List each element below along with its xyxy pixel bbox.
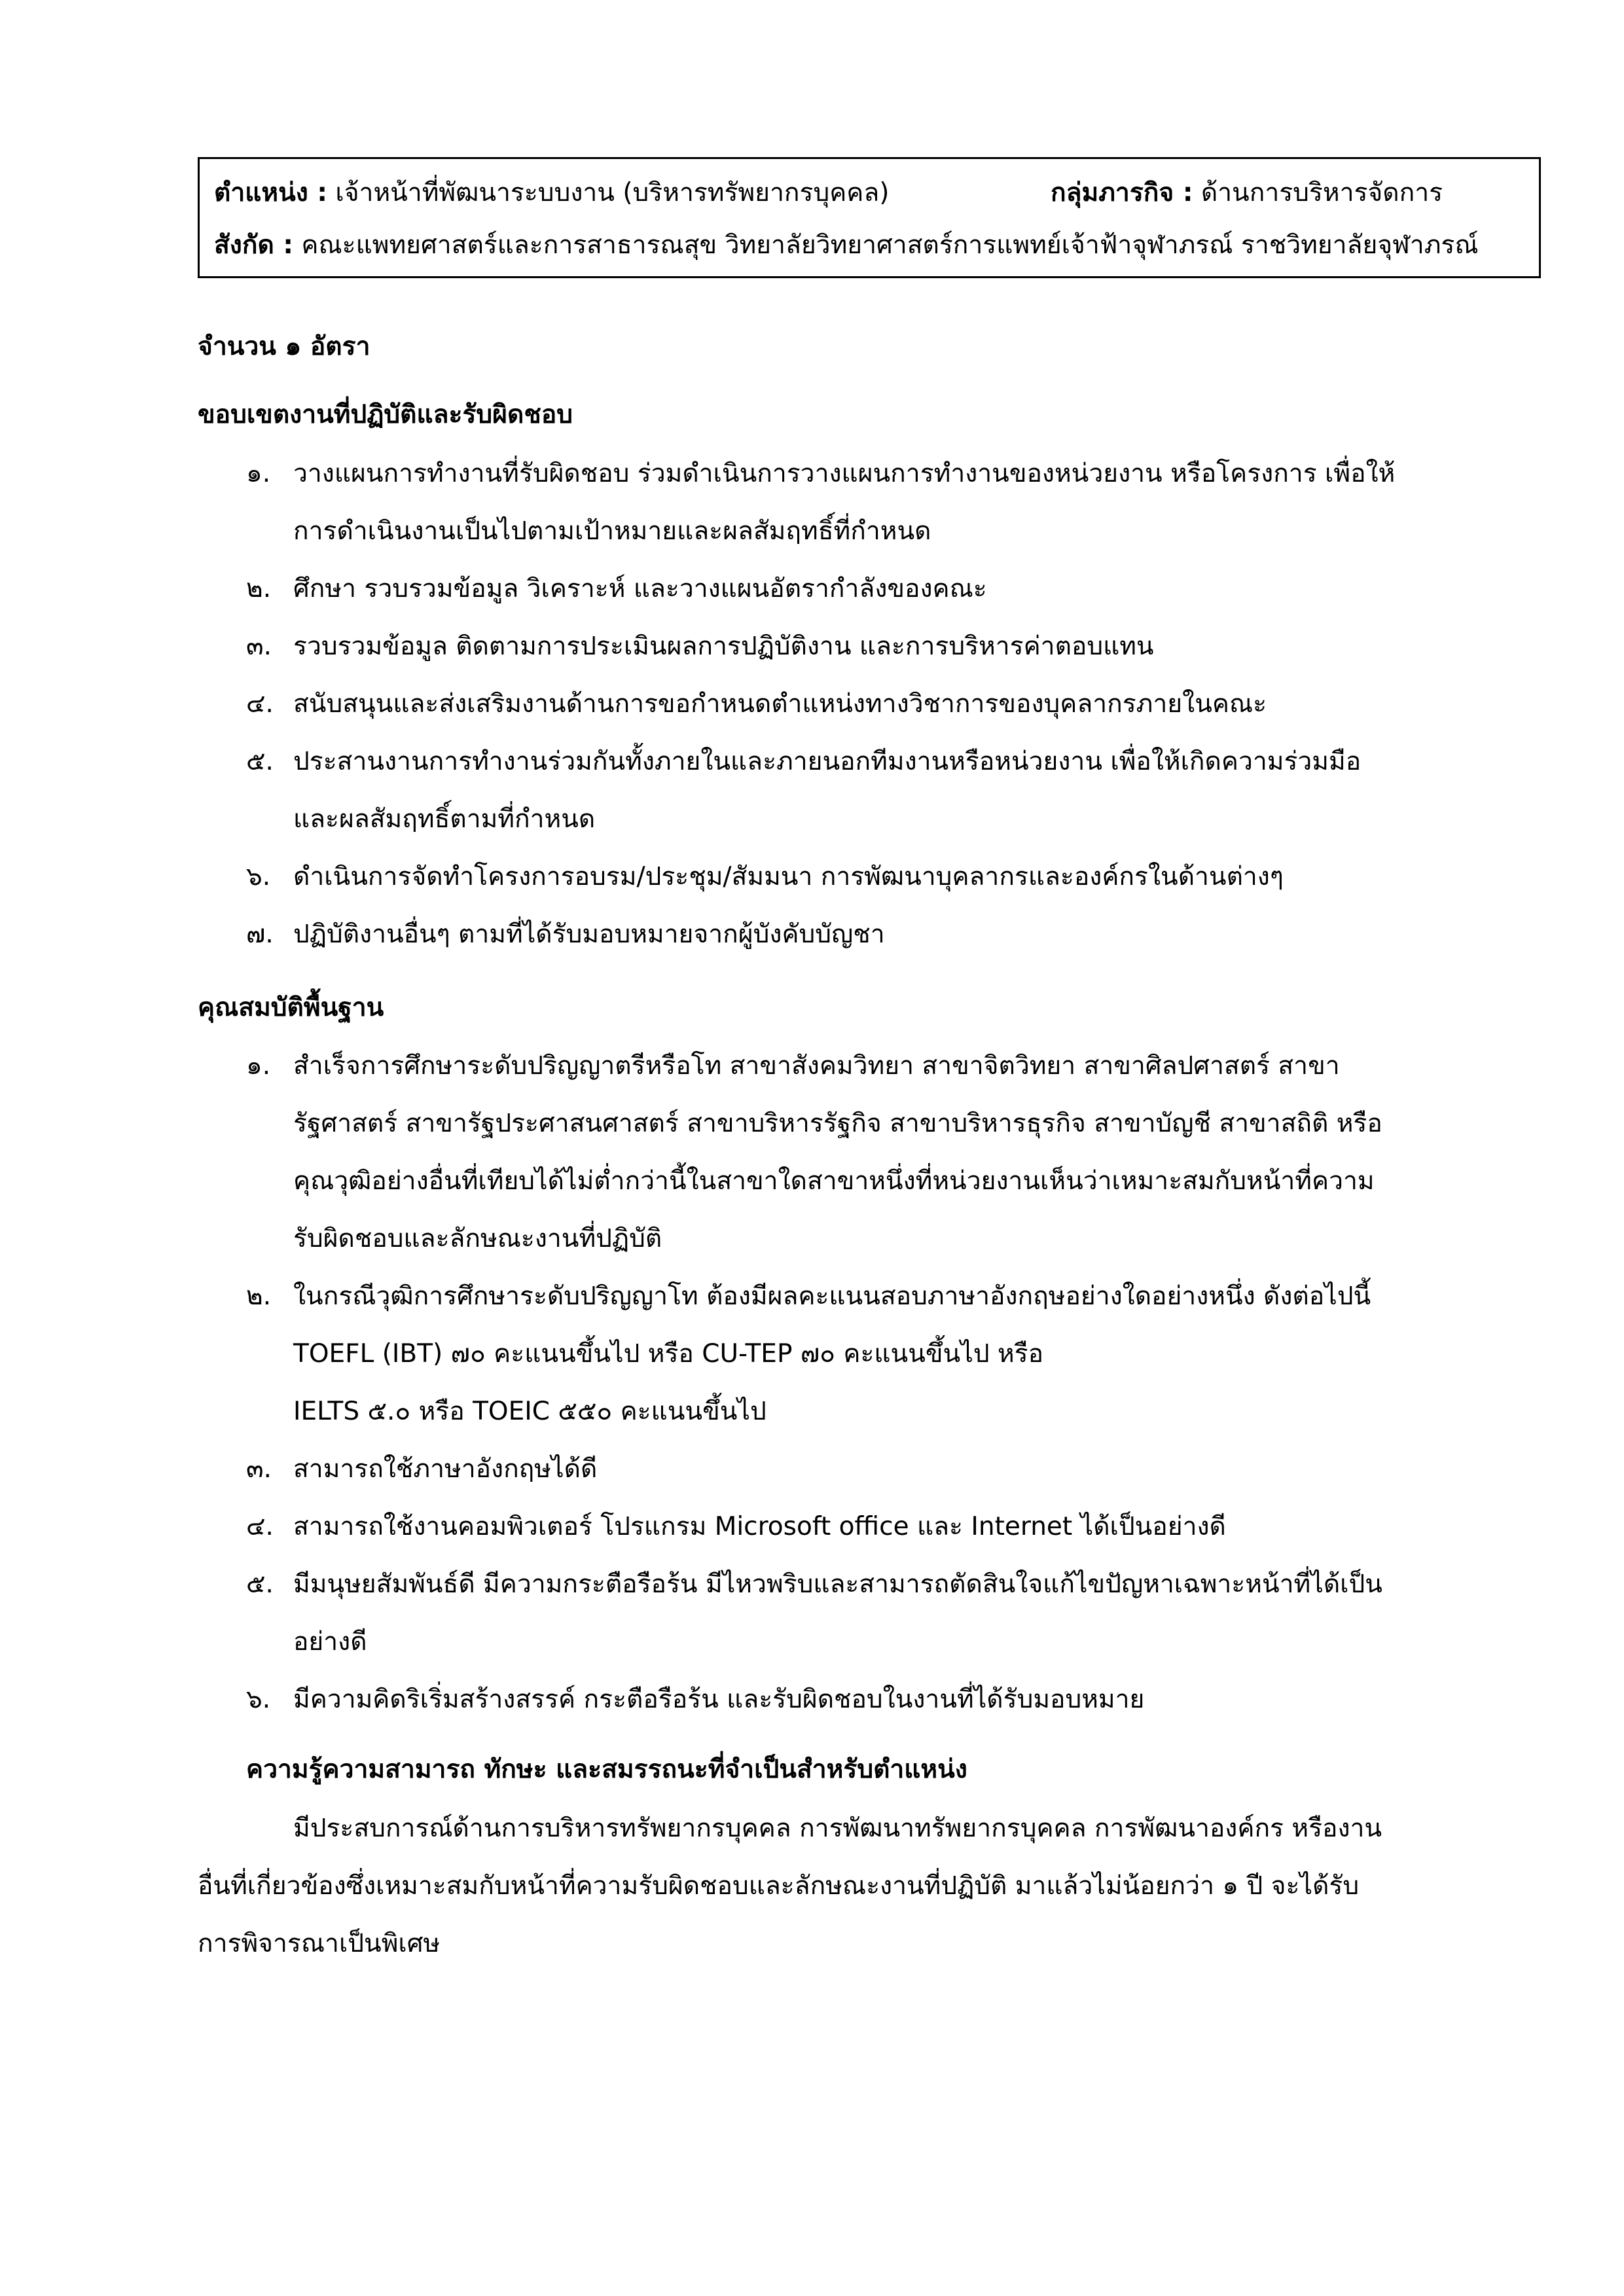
scope-item-number: ๔. (246, 689, 274, 719)
scope-item-number: ๑. (246, 459, 271, 488)
qualification-item-number: ๔. (246, 1512, 274, 1541)
qualification-item-text-line: TOEFL (IBT) ๗๐ คะแนนขึ้นไป หรือ CU-TEP ๗๐ คะแนนขึ้นไป หรือ (293, 1339, 1044, 1369)
qualification-item-text-line: ในกรณีวุฒิการศึกษาระดับปริญญาโท ต้องมีผลคะแนนสอบภาษาอังกฤษอย่างใดอย่างหนึ่ง ดังต่อไปนี้ (293, 1282, 1371, 1311)
scope-item-text-line: วางแผนการทำงานที่รับผิดชอบ ร่วมดำเนินการวางแผนการทำงานของหน่วยงาน หรือโครงการ เพื่อให้ (293, 459, 1396, 488)
group-label: กลุ่มภารกิจ : (1051, 178, 1193, 207)
qualification-item-number: ๑. (246, 1051, 271, 1081)
qualifications-heading: คุณสมบัติพื้นฐาน (198, 993, 384, 1022)
group-row (1051, 164, 1443, 222)
qualification-item-text-line: สามารถใช้งานคอมพิวเตอร์ โปรแกรม Microsoft office และ Internet ได้เป็นอย่างดี (293, 1512, 1226, 1541)
group-value: ด้านการบริหารจัดการ (1200, 178, 1443, 207)
qualification-item-text-line: สามารถใช้ภาษาอังกฤษได้ดี (293, 1454, 598, 1484)
scope-item-number: ๕. (246, 747, 274, 776)
knowledge-line: การพิจารณาเป็นพิเศษ (198, 1929, 441, 1958)
quota-line: จำนวน ๑ อัตรา (198, 332, 370, 361)
scope-item-number: ๒. (246, 574, 272, 603)
affiliation-value: คณะแพทยศาสตร์และการสาธารณสุข วิทยาลัยวิทยาศาสตร์การแพทย์เจ้าฟ้าจุฬาภรณ์ ราชวิทยาลัยจุฬาภรณ์ (301, 230, 1479, 260)
scope-item-text-line: ดำเนินการจัดทำโครงการอบรม/ประชุม/สัมมนา การพัฒนาบุคลากรและองค์กรในด้านต่างๆ (293, 862, 1284, 891)
scope-item-number: ๖. (246, 862, 271, 891)
knowledge-line: อื่นที่เกี่ยวข้องซึ่งเหมาะสมกับหน้าที่ความรับผิดชอบและลักษณะงานที่ปฏิบัติ มาแล้วไม่น้อยกว่า ๑ ปี จะได้รับ (198, 1871, 1360, 1901)
scope-item-text-line: สนับสนุนและส่งเสริมงานด้านการขอกำหนดตำแหน่งทางวิชาการของบุคลากรภายในคณะ (293, 689, 1267, 719)
position-label: ตำแหน่ง : (214, 178, 327, 207)
position-value: เจ้าหน้าที่พัฒนาระบบงาน (บริหารทรัพยากรบุคคล) (335, 178, 890, 207)
qualification-item-text-line: IELTS ๕.๐ หรือ TOEIC ๕๕๐ คะแนนขึ้นไป (293, 1397, 767, 1426)
qualification-item-text-line: คุณวุฒิอย่างอื่นที่เทียบได้ไม่ต่ำกว่านี้ในสาขาใดสาขาหนึ่งที่หน่วยงานเห็นว่าเหมาะสมกับหน้าที่ความ (293, 1166, 1375, 1196)
scope-heading: ขอบเขตงานที่ปฏิบัติและรับผิดชอบ (198, 400, 573, 429)
affiliation-row (214, 217, 1479, 274)
qualification-item-text-line: อย่างดี (293, 1627, 367, 1657)
knowledge-line: มีประสบการณ์ด้านการบริหารทรัพยากรบุคคล การพัฒนาทรัพยากรบุคคล การพัฒนาองค์กร หรืองาน (293, 1814, 1382, 1843)
position-header-box (198, 157, 1541, 278)
knowledge-heading: ความรู้ความสามารถ ทักษะ และสมรรถนะที่จำเป็นสำหรับตำแหน่ง (246, 1755, 967, 1784)
affiliation-label: สังกัด : (214, 230, 293, 260)
scope-item-text-line: รวบรวมข้อมูล ติดตามการประเมินผลการปฏิบัติงาน และการบริหารค่าตอบแทน (293, 632, 1154, 661)
scope-item-text-line: ประสานงานการทำงานร่วมกันทั้งภายในและภายนอกทีมงานหรือหน่วยงาน เพื่อให้เกิดความร่วมมือ (293, 747, 1362, 776)
qualification-item-number: ๒. (246, 1282, 272, 1311)
qualification-item-text-line: มีมนุษยสัมพันธ์ดี มีความกระตือรือร้น มีไหวพริบและสามารถตัดสินใจแก้ไขปัญหาเฉพาะหน้าที่ได้เป็น (293, 1570, 1382, 1599)
qualification-item-text-line: สำเร็จการศึกษาระดับปริญญาตรีหรือโท สาขาสังคมวิทยา สาขาจิตวิทยา สาขาศิลปศาสตร์ สาขา (293, 1051, 1340, 1081)
scope-item-text-line: ปฏิบัติงานอื่นๆ ตามที่ได้รับมอบหมายจากผู้บังคับบัญชา (293, 920, 885, 949)
qualification-item-text-line: มีความคิดริเริ่มสร้างสรรค์ กระตือรือร้น และรับผิดชอบในงานที่ได้รับมอบหมาย (293, 1685, 1145, 1714)
scope-item-number: ๗. (246, 920, 274, 949)
qualification-item-number: ๖. (246, 1685, 271, 1714)
qualification-item-text-line: รับผิดชอบและลักษณะงานที่ปฏิบัติ (293, 1224, 662, 1253)
scope-item-text-line: และผลสัมฤทธิ์ตามที่กำหนด (293, 804, 596, 834)
position-row (214, 164, 890, 222)
scope-item-number: ๓. (246, 632, 272, 661)
scope-item-text-line: ศึกษา รวบรวมข้อมูล วิเคราะห์ และวางแผนอัตรากำลังของคณะ (293, 574, 987, 603)
qualification-item-number: ๓. (246, 1454, 272, 1484)
scope-item-text-line: การดำเนินงานเป็นไปตามเป้าหมายและผลสัมฤทธิ์ที่กำหนด (293, 516, 931, 546)
qualification-item-text-line: รัฐศาสตร์ สาขารัฐประศาสนศาสตร์ สาขาบริหารรัฐกิจ สาขาบริหารธุรกิจ สาขาบัญชี สาขาสถิติ หรือ (293, 1109, 1382, 1138)
qualification-item-number: ๕. (246, 1570, 274, 1599)
